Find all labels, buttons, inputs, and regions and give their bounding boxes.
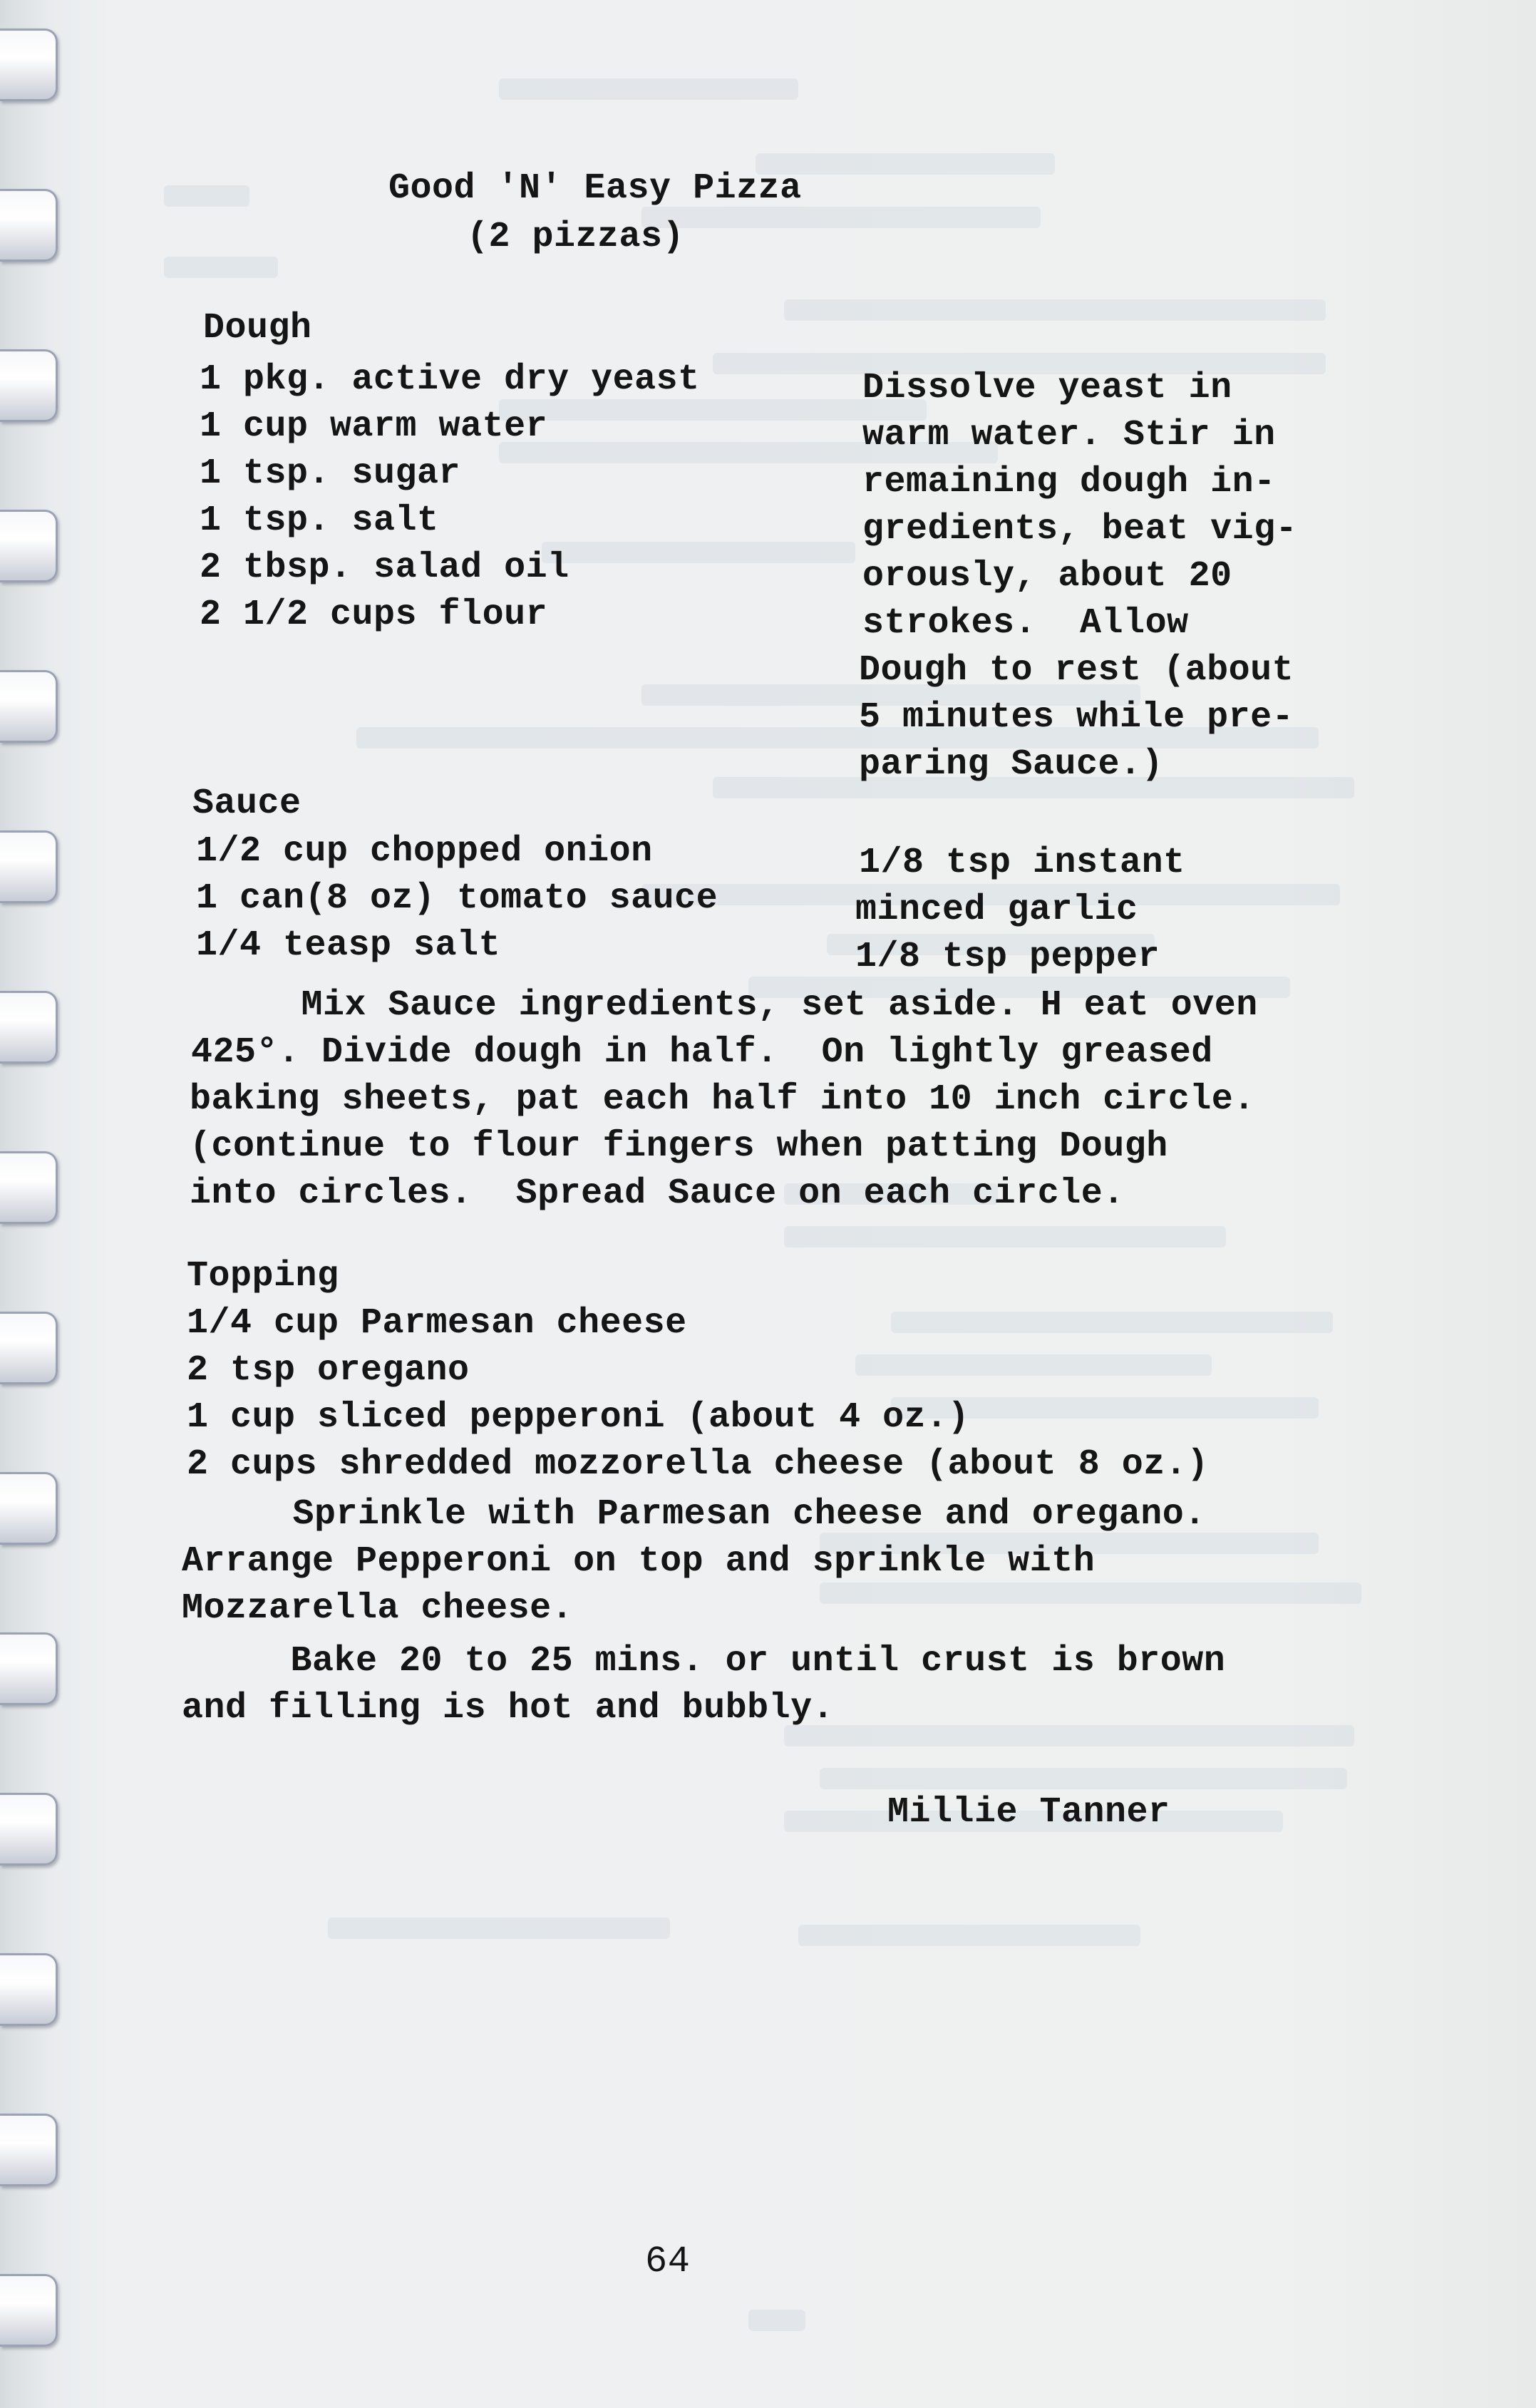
binding-ring-icon xyxy=(0,1312,58,1384)
page-number: 64 xyxy=(645,2240,691,2283)
topping-ingredient: 2 tsp oregano xyxy=(187,1350,470,1391)
binding-ring-icon xyxy=(0,670,58,743)
recipe-author: Millie Tanner xyxy=(887,1792,1170,1833)
binding-ring-icon xyxy=(0,1953,58,2026)
sauce-ingredient: 1/4 teasp salt xyxy=(196,925,501,966)
dough-instruction-line: paring Sauce.) xyxy=(859,744,1164,785)
binding-ring-icon xyxy=(0,830,58,903)
dough-ingredient: 1 tsp. salt xyxy=(200,500,439,541)
topping-ingredient: 2 cups shredded mozzorella cheese (about 8 oz.) xyxy=(187,1444,1209,1485)
spiral-binding xyxy=(0,0,64,2408)
dough-ingredient: 2 tbsp. salad oil xyxy=(200,547,569,588)
binding-ring-icon xyxy=(0,510,58,582)
recipe-yield: (2 pizzas) xyxy=(467,217,685,257)
binding-ring-icon xyxy=(0,29,58,101)
dough-heading: Dough xyxy=(203,308,312,349)
sauce-ingredient: 1 can(8 oz) tomato sauce xyxy=(196,878,718,919)
topping-instruction-line: Arrange Pepperoni on top and sprinkle with xyxy=(182,1541,1096,1582)
dough-instruction-line: remaining dough in- xyxy=(862,462,1276,503)
dough-ingredient: 2 1/2 cups flour xyxy=(200,595,548,635)
binding-ring-icon xyxy=(0,991,58,1064)
topping-heading: Topping xyxy=(187,1256,339,1297)
dough-ingredient: 1 tsp. sugar xyxy=(200,453,461,494)
topping-instruction-line: Bake 20 to 25 mins. or until crust is brown xyxy=(182,1641,1226,1682)
binding-ring-icon xyxy=(0,189,58,262)
dough-ingredient: 1 pkg. active dry yeast xyxy=(200,359,700,400)
sauce-instruction-line: (continue to flour fingers when patting Dough xyxy=(190,1126,1168,1167)
sauce-instruction-line: into circles. Spread Sauce on each circle. xyxy=(190,1173,1125,1214)
dough-ingredient: 1 cup warm water xyxy=(200,406,548,447)
dough-instruction-line: warm water. Stir in xyxy=(862,415,1276,456)
dough-instruction-line: orously, about 20 xyxy=(862,556,1232,597)
sauce-ingredient: 1/2 cup chopped onion xyxy=(196,831,653,872)
dough-instruction-line: Dissolve yeast in xyxy=(862,368,1232,408)
sauce-instruction-line: 425°. Divide dough in half. On lightly greased xyxy=(191,1032,1213,1073)
topping-instruction-line: Mozzarella cheese. xyxy=(182,1588,574,1629)
binding-ring-icon xyxy=(0,1632,58,1705)
sauce-instruction-line: baking sheets, pat each half into 10 inch circle. xyxy=(190,1079,1255,1120)
dough-instruction-line: strokes. Allow xyxy=(862,603,1189,644)
dough-instruction-line: Dough to rest (about xyxy=(859,650,1294,691)
topping-ingredient: 1/4 cup Parmesan cheese xyxy=(187,1303,687,1344)
binding-ring-icon xyxy=(0,2114,58,2186)
sauce-instruction-line: Mix Sauce ingredients, set aside. H eat oven xyxy=(192,985,1258,1026)
binding-ring-icon xyxy=(0,1151,58,1224)
dough-instruction-line: 5 minutes while pre- xyxy=(859,697,1294,738)
dough-instruction-line: gredients, beat vig- xyxy=(862,509,1298,550)
recipe-title: Good 'N' Easy Pizza xyxy=(388,168,802,209)
binding-ring-icon xyxy=(0,1472,58,1545)
binding-ring-icon xyxy=(0,349,58,422)
sauce-ingredient: 1/8 tsp instant xyxy=(859,843,1185,883)
sauce-ingredient: 1/8 tsp pepper xyxy=(855,937,1160,977)
topping-ingredient: 1 cup sliced pepperoni (about 4 oz.) xyxy=(187,1397,970,1438)
topping-instruction-line: Sprinkle with Parmesan cheese and oregano. xyxy=(184,1494,1206,1535)
binding-ring-icon xyxy=(0,1793,58,1866)
sauce-ingredient: minced garlic xyxy=(855,890,1138,930)
binding-ring-icon xyxy=(0,2274,58,2347)
sauce-heading: Sauce xyxy=(192,783,301,824)
topping-instruction-line: and filling is hot and bubbly. xyxy=(182,1688,835,1729)
